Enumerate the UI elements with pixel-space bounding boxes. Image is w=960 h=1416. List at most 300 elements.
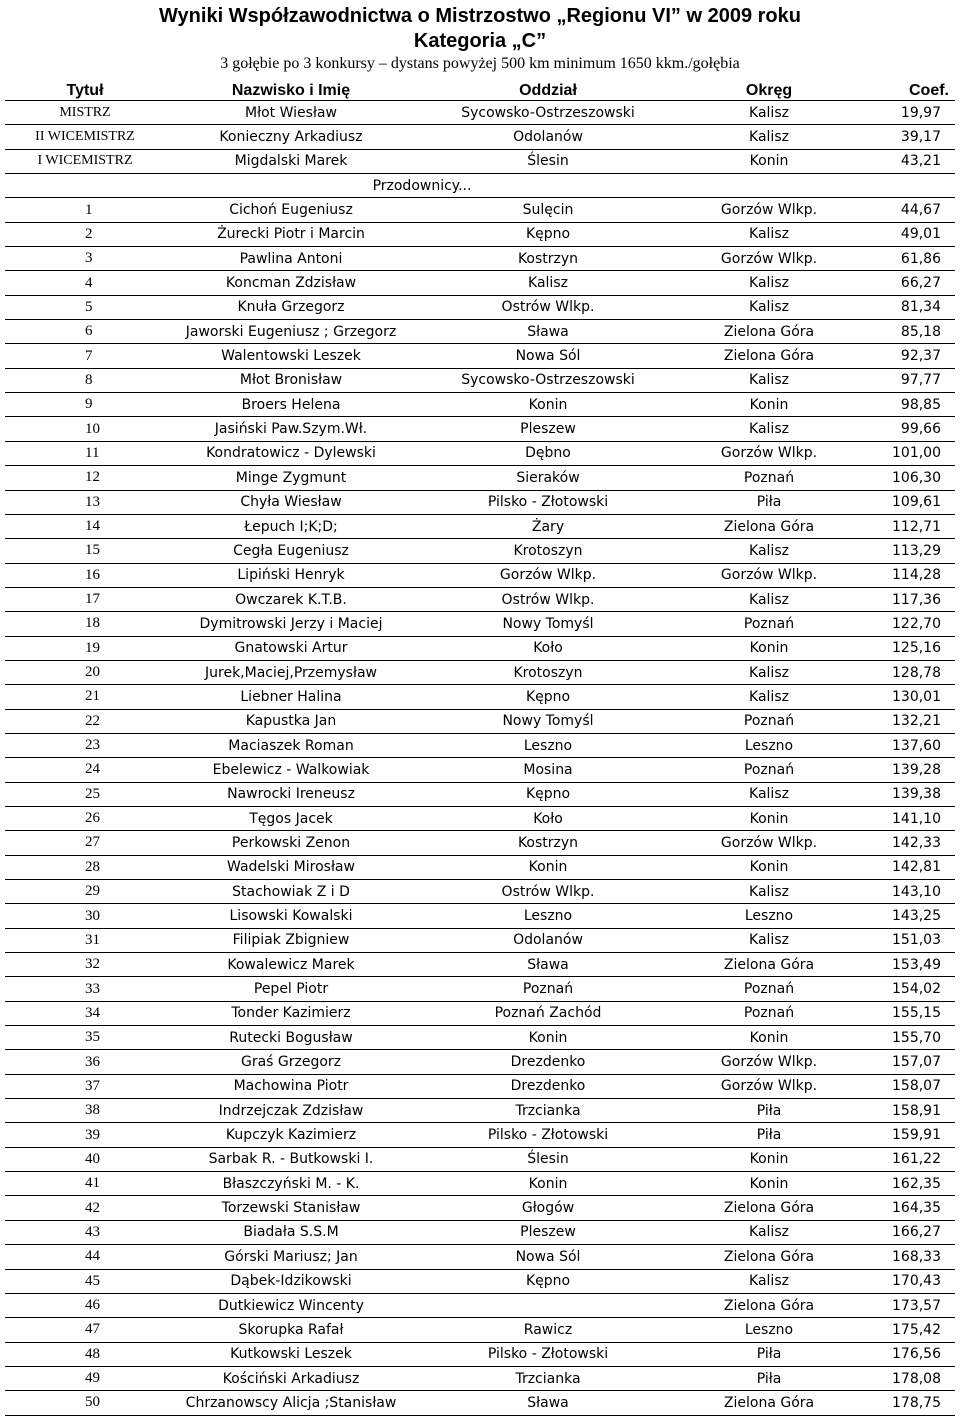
table-row xyxy=(5,709,955,733)
table-row xyxy=(5,563,955,587)
cell-name: Tonder Kazimierz xyxy=(165,1001,417,1025)
cell-coef: 130,01 xyxy=(859,685,955,709)
cell-name: Dąbek-Idzikowski xyxy=(165,1269,417,1293)
cell-branch: Pleszew xyxy=(417,417,679,441)
table-row xyxy=(5,1196,955,1220)
cell-rank: 23 xyxy=(5,733,165,757)
cell-name: Perkowski Zenon xyxy=(165,831,417,855)
cell-rank: 14 xyxy=(5,514,165,538)
cell-name: Lipiński Henryk xyxy=(165,563,417,587)
table-row xyxy=(5,320,955,344)
cell-district: Leszno xyxy=(679,1318,859,1342)
cell-branch: Pilsko - Złotowski xyxy=(417,1123,679,1147)
cell-rank: 18 xyxy=(5,612,165,636)
cell-name: Jasiński Paw.Szym.Wł. xyxy=(165,417,417,441)
table-row xyxy=(5,149,955,173)
cell-coef: 128,78 xyxy=(859,660,955,684)
cell-branch: Ślesin xyxy=(417,149,679,173)
cell-coef: 151,03 xyxy=(859,928,955,952)
cell-district: Gorzów Wlkp. xyxy=(679,1050,859,1074)
cell-district: Zielona Góra xyxy=(679,953,859,977)
table-row xyxy=(5,247,955,271)
cell-name: Chyła Wiesław xyxy=(165,490,417,514)
cell-branch: Koło xyxy=(417,636,679,660)
cell-coef: 125,16 xyxy=(859,636,955,660)
cell-coef: 164,35 xyxy=(859,1196,955,1220)
cell-district: Konin xyxy=(679,1172,859,1196)
cell-rank: 29 xyxy=(5,880,165,904)
cell-branch: Poznań Zachód xyxy=(417,1001,679,1025)
cell-name: Owczarek K.T.B. xyxy=(165,587,417,611)
cell-coef: 153,49 xyxy=(859,953,955,977)
cell-rank: 44 xyxy=(5,1245,165,1269)
cell-name: Młot Bronisław xyxy=(165,368,417,392)
cell-coef: 92,37 xyxy=(859,344,955,368)
cell-branch: Kostrzyn xyxy=(417,831,679,855)
cell-branch: Sycowsko-Ostrzeszowski xyxy=(417,368,679,392)
cell-district: Konin xyxy=(679,636,859,660)
cell-district: Kalisz xyxy=(679,782,859,806)
cell-district: Kalisz xyxy=(679,685,859,709)
cell-branch: Pilsko - Złotowski xyxy=(417,1342,679,1366)
cell-branch: Konin xyxy=(417,855,679,879)
document-subtitle: 3 gołębie po 3 konkursy – dystans powyżej 500 km minimum 1650 kkm./gołębia xyxy=(220,55,740,72)
cell-coef: 143,10 xyxy=(859,880,955,904)
cell-branch: Rawicz xyxy=(417,1318,679,1342)
cell-branch: Drezdenko xyxy=(417,1050,679,1074)
cell-branch: Mosina xyxy=(417,758,679,782)
table-row xyxy=(5,636,955,660)
cell-coef: 137,60 xyxy=(859,733,955,757)
cell-coef: 143,25 xyxy=(859,904,955,928)
cell-name: Młot Wiesław xyxy=(165,101,417,125)
cell-branch: Konin xyxy=(417,1026,679,1050)
table-row xyxy=(5,1220,955,1244)
cell-name: Dymitrowski Jerzy i Maciej xyxy=(165,612,417,636)
table-row xyxy=(5,222,955,246)
cell-coef: 99,66 xyxy=(859,417,955,441)
cell-coef: 170,43 xyxy=(859,1269,955,1293)
cell-rank: 49 xyxy=(5,1366,165,1390)
cell-name: Minge Zygmunt xyxy=(165,466,417,490)
cell-district: Kalisz xyxy=(679,1220,859,1244)
cell-name: Nawrocki Ireneusz xyxy=(165,782,417,806)
table-row xyxy=(5,441,955,465)
cell-name: Biadała S.S.M xyxy=(165,1220,417,1244)
cell-branch: Sycowsko-Ostrzeszowski xyxy=(417,101,679,125)
cell-district: Piła xyxy=(679,490,859,514)
cell-district: Kalisz xyxy=(679,125,859,149)
cell-rank: 26 xyxy=(5,806,165,830)
cell-branch: Sulęcin xyxy=(417,198,679,222)
cell-branch: Nowy Tomyśl xyxy=(417,612,679,636)
cell-rank: 3 xyxy=(5,247,165,271)
table-row xyxy=(5,806,955,830)
table-row xyxy=(5,295,955,319)
table-row xyxy=(5,782,955,806)
cell-rank: 37 xyxy=(5,1074,165,1098)
cell-district: Poznań xyxy=(679,466,859,490)
cell-coef: 19,97 xyxy=(859,101,955,125)
cell-district: Zielona Góra xyxy=(679,1391,859,1415)
cell-name: Kościński Arkadiusz xyxy=(165,1366,417,1390)
column-header-branch: Oddział xyxy=(417,74,679,101)
cell-coef: 141,10 xyxy=(859,806,955,830)
cell-rank: 41 xyxy=(5,1172,165,1196)
cell-coef: 39,17 xyxy=(859,125,955,149)
cell-district: Zielona Góra xyxy=(679,344,859,368)
table-row xyxy=(5,685,955,709)
table-row xyxy=(5,1123,955,1147)
cell-coef: 43,21 xyxy=(859,149,955,173)
cell-rank: 48 xyxy=(5,1342,165,1366)
cell-rank: 12 xyxy=(5,466,165,490)
cell-coef: 158,07 xyxy=(859,1074,955,1098)
cell-coef: 158,91 xyxy=(859,1099,955,1123)
cell-name: Machowina Piotr xyxy=(165,1074,417,1098)
table-row xyxy=(5,758,955,782)
cell-branch: Kalisz xyxy=(417,271,679,295)
cell-branch: Pilsko - Złotowski xyxy=(417,490,679,514)
cell-district: Piła xyxy=(679,1342,859,1366)
cell-coef: 178,75 xyxy=(859,1391,955,1415)
cell-rank: 25 xyxy=(5,782,165,806)
category-title: Kategoria „C” xyxy=(413,30,547,52)
cell-district: Kalisz xyxy=(679,880,859,904)
cell-coef: 66,27 xyxy=(859,271,955,295)
cell-branch: Poznań xyxy=(417,977,679,1001)
cell-district: Leszno xyxy=(679,733,859,757)
cell-rank: 20 xyxy=(5,660,165,684)
cell-coef: 173,57 xyxy=(859,1293,955,1317)
table-row xyxy=(5,1172,955,1196)
cell-coef: 106,30 xyxy=(859,466,955,490)
cell-coef: 117,36 xyxy=(859,587,955,611)
cell-district: Konin xyxy=(679,855,859,879)
leaders-label-section xyxy=(5,174,955,198)
cell-branch: Konin xyxy=(417,393,679,417)
cell-name: Stachowiak Z i D xyxy=(165,880,417,904)
table-row xyxy=(5,417,955,441)
column-header-name: Nazwisko i Imię xyxy=(165,74,417,101)
table-row xyxy=(5,880,955,904)
cell-rank: 47 xyxy=(5,1318,165,1342)
cell-branch: Sława xyxy=(417,320,679,344)
cell-rank: 33 xyxy=(5,977,165,1001)
cell-district: Gorzów Wlkp. xyxy=(679,1074,859,1098)
table-row xyxy=(5,539,955,563)
cell-branch: Trzcianka xyxy=(417,1366,679,1390)
cell-title: MISTRZ xyxy=(5,101,165,125)
table-row xyxy=(5,928,955,952)
cell-branch: Konin xyxy=(417,1172,679,1196)
cell-coef: 142,81 xyxy=(859,855,955,879)
cell-name: Koncman Zdzisław xyxy=(165,271,417,295)
table-row xyxy=(5,368,955,392)
cell-rank: 19 xyxy=(5,636,165,660)
cell-district: Piła xyxy=(679,1123,859,1147)
cell-district: Leszno xyxy=(679,904,859,928)
cell-district: Gorzów Wlkp. xyxy=(679,563,859,587)
cell-district: Konin xyxy=(679,149,859,173)
cell-rank: 17 xyxy=(5,587,165,611)
cell-district: Konin xyxy=(679,393,859,417)
cell-branch: Krotoszyn xyxy=(417,660,679,684)
cell-district: Kalisz xyxy=(679,1269,859,1293)
column-header-district: Okręg xyxy=(679,74,859,101)
cell-name: Maciaszek Roman xyxy=(165,733,417,757)
cell-district: Kalisz xyxy=(679,295,859,319)
cell-rank: 10 xyxy=(5,417,165,441)
cell-district: Gorzów Wlkp. xyxy=(679,441,859,465)
cell-rank: 8 xyxy=(5,368,165,392)
cell-coef: 49,01 xyxy=(859,222,955,246)
cell-rank: 40 xyxy=(5,1147,165,1171)
cell-name: Cichoń Eugeniusz xyxy=(165,198,417,222)
table-row xyxy=(5,344,955,368)
cell-rank: 27 xyxy=(5,831,165,855)
cell-name: Kapustka Jan xyxy=(165,709,417,733)
cell-rank: 39 xyxy=(5,1123,165,1147)
cell-name: Skorupka Rafał xyxy=(165,1318,417,1342)
cell-name: Wadelski Mirosław xyxy=(165,855,417,879)
table-row xyxy=(5,1366,955,1390)
table-row xyxy=(5,1342,955,1366)
cell-name: Ebelewicz - Walkowiak xyxy=(165,758,417,782)
table-row xyxy=(5,1026,955,1050)
table-row xyxy=(5,466,955,490)
cell-coef: 142,33 xyxy=(859,831,955,855)
cell-district: Zielona Góra xyxy=(679,1293,859,1317)
cell-name: Migdalski Marek xyxy=(165,149,417,173)
cell-district: Zielona Góra xyxy=(679,320,859,344)
cell-name: Kowalewicz Marek xyxy=(165,953,417,977)
cell-district: Kalisz xyxy=(679,271,859,295)
cell-name: Torzewski Stanisław xyxy=(165,1196,417,1220)
cell-name: Łepuch I;K;D; xyxy=(165,514,417,538)
cell-branch: Nowa Sól xyxy=(417,344,679,368)
table-row xyxy=(5,1099,955,1123)
cell-name: Cegła Eugeniusz xyxy=(165,539,417,563)
table-row xyxy=(5,1245,955,1269)
cell-district: Kalisz xyxy=(679,101,859,125)
cell-coef: 157,07 xyxy=(859,1050,955,1074)
cell-branch: Nowa Sól xyxy=(417,1245,679,1269)
cell-rank: 5 xyxy=(5,295,165,319)
cell-coef: 98,85 xyxy=(859,393,955,417)
cell-name: Jurek,Maciej,Przemysław xyxy=(165,660,417,684)
cell-coef: 139,38 xyxy=(859,782,955,806)
cell-name: Broers Helena xyxy=(165,393,417,417)
cell-branch: Żary xyxy=(417,514,679,538)
cell-name: Dutkiewicz Wincenty xyxy=(165,1293,417,1317)
document-header xyxy=(0,0,960,74)
table-row xyxy=(5,101,955,125)
cell-coef: 175,42 xyxy=(859,1318,955,1342)
cell-rank: 34 xyxy=(5,1001,165,1025)
cell-name: Jaworski Eugeniusz ; Grzegorz xyxy=(165,320,417,344)
cell-branch: Ostrów Wlkp. xyxy=(417,295,679,319)
table-row xyxy=(5,831,955,855)
cell-rank: 28 xyxy=(5,855,165,879)
leaders-label-row xyxy=(5,174,955,198)
cell-branch: Ślesin xyxy=(417,1147,679,1171)
results-table xyxy=(5,74,955,1416)
cell-district: Kalisz xyxy=(679,928,859,952)
cell-rank: 46 xyxy=(5,1293,165,1317)
cell-rank: 4 xyxy=(5,271,165,295)
cell-coef: 97,77 xyxy=(859,368,955,392)
cell-coef: 166,27 xyxy=(859,1220,955,1244)
cell-rank: 50 xyxy=(5,1391,165,1415)
leaders-section xyxy=(5,198,955,1415)
table-row xyxy=(5,514,955,538)
cell-district: Gorzów Wlkp. xyxy=(679,831,859,855)
cell-district: Poznań xyxy=(679,1001,859,1025)
cell-name: Graś Grzegorz xyxy=(165,1050,417,1074)
table-row xyxy=(5,271,955,295)
cell-branch: Koło xyxy=(417,806,679,830)
cell-branch: Trzcianka xyxy=(417,1099,679,1123)
document-title: Wyniki Współzawodnictwa o Mistrzostwo „Regionu VI” w 2009 roku xyxy=(159,5,801,27)
cell-rank: 11 xyxy=(5,441,165,465)
table-row xyxy=(5,1050,955,1074)
cell-district: Konin xyxy=(679,1026,859,1050)
cell-rank: 43 xyxy=(5,1220,165,1244)
cell-rank: 13 xyxy=(5,490,165,514)
cell-district: Kalisz xyxy=(679,587,859,611)
cell-rank: 1 xyxy=(5,198,165,222)
table-row xyxy=(5,1269,955,1293)
cell-rank: 24 xyxy=(5,758,165,782)
cell-coef: 113,29 xyxy=(859,539,955,563)
champions-section xyxy=(5,101,955,174)
cell-branch: Odolanów xyxy=(417,125,679,149)
column-header-title: Tytuł xyxy=(5,74,165,101)
cell-coef: 168,33 xyxy=(859,1245,955,1269)
table-row xyxy=(5,587,955,611)
cell-rank: 36 xyxy=(5,1050,165,1074)
table-row xyxy=(5,1147,955,1171)
cell-coef: 154,02 xyxy=(859,977,955,1001)
table-row xyxy=(5,198,955,222)
cell-district: Zielona Góra xyxy=(679,514,859,538)
cell-district: Kalisz xyxy=(679,660,859,684)
cell-name: Knuła Grzegorz xyxy=(165,295,417,319)
cell-coef: 122,70 xyxy=(859,612,955,636)
cell-rank: 16 xyxy=(5,563,165,587)
cell-district: Gorzów Wlkp. xyxy=(679,198,859,222)
cell-branch: Gorzów Wlkp. xyxy=(417,563,679,587)
cell-branch: Drezdenko xyxy=(417,1074,679,1098)
cell-coef: 85,18 xyxy=(859,320,955,344)
cell-name: Pawlina Antoni xyxy=(165,247,417,271)
cell-branch: Dębno xyxy=(417,441,679,465)
table-row xyxy=(5,1318,955,1342)
cell-coef: 161,22 xyxy=(859,1147,955,1171)
cell-district: Gorzów Wlkp. xyxy=(679,247,859,271)
cell-coef: 132,21 xyxy=(859,709,955,733)
cell-district: Zielona Góra xyxy=(679,1245,859,1269)
cell-district: Konin xyxy=(679,1147,859,1171)
table-header-row xyxy=(5,74,955,101)
cell-branch: Sława xyxy=(417,953,679,977)
cell-name: Górski Mariusz; Jan xyxy=(165,1245,417,1269)
cell-rank: 38 xyxy=(5,1099,165,1123)
cell-coef: 112,71 xyxy=(859,514,955,538)
cell-coef: 61,86 xyxy=(859,247,955,271)
cell-rank: 32 xyxy=(5,953,165,977)
cell-coef: 155,15 xyxy=(859,1001,955,1025)
cell-rank: 2 xyxy=(5,222,165,246)
cell-branch: Krotoszyn xyxy=(417,539,679,563)
cell-district: Kalisz xyxy=(679,417,859,441)
cell-district: Kalisz xyxy=(679,539,859,563)
cell-branch: Kostrzyn xyxy=(417,247,679,271)
cell-coef: 159,91 xyxy=(859,1123,955,1147)
table-row xyxy=(5,855,955,879)
cell-branch: Ostrów Wlkp. xyxy=(417,880,679,904)
cell-branch xyxy=(417,1293,679,1317)
cell-district: Poznań xyxy=(679,709,859,733)
cell-rank: 42 xyxy=(5,1196,165,1220)
cell-rank: 30 xyxy=(5,904,165,928)
table-row xyxy=(5,953,955,977)
cell-branch: Kępno xyxy=(417,222,679,246)
table-row xyxy=(5,125,955,149)
cell-branch: Odolanów xyxy=(417,928,679,952)
cell-name: Pepel Piotr xyxy=(165,977,417,1001)
cell-district: Konin xyxy=(679,806,859,830)
table-row xyxy=(5,1293,955,1317)
cell-coef: 178,08 xyxy=(859,1366,955,1390)
table-row xyxy=(5,1074,955,1098)
table-row xyxy=(5,1001,955,1025)
cell-name: Lisowski Kowalski xyxy=(165,904,417,928)
cell-district: Zielona Góra xyxy=(679,1196,859,1220)
cell-rank: 7 xyxy=(5,344,165,368)
cell-rank: 15 xyxy=(5,539,165,563)
cell-name: Błaszczyński M. - K. xyxy=(165,1172,417,1196)
table-row xyxy=(5,1391,955,1415)
cell-rank: 45 xyxy=(5,1269,165,1293)
cell-coef: 44,67 xyxy=(859,198,955,222)
cell-rank: 35 xyxy=(5,1026,165,1050)
cell-name: Konieczny Arkadiusz xyxy=(165,125,417,149)
cell-name: Rutecki Bogusław xyxy=(165,1026,417,1050)
cell-branch: Sława xyxy=(417,1391,679,1415)
cell-district: Poznań xyxy=(679,758,859,782)
cell-coef: 176,56 xyxy=(859,1342,955,1366)
cell-branch: Sieraków xyxy=(417,466,679,490)
leaders-label: Przodownicy... xyxy=(165,174,679,198)
cell-district: Piła xyxy=(679,1366,859,1390)
cell-branch: Leszno xyxy=(417,904,679,928)
cell-district: Piła xyxy=(679,1099,859,1123)
column-header-coef: Coef. xyxy=(859,74,955,101)
cell-name: Filipiak Zbigniew xyxy=(165,928,417,952)
table-row xyxy=(5,612,955,636)
cell-name: Kupczyk Kazimierz xyxy=(165,1123,417,1147)
cell-rank: 31 xyxy=(5,928,165,952)
cell-rank: 9 xyxy=(5,393,165,417)
cell-rank: 21 xyxy=(5,685,165,709)
cell-name: Gnatowski Artur xyxy=(165,636,417,660)
cell-branch: Ostrów Wlkp. xyxy=(417,587,679,611)
table-row xyxy=(5,660,955,684)
cell-branch: Pleszew xyxy=(417,1220,679,1244)
cell-name: Kutkowski Leszek xyxy=(165,1342,417,1366)
